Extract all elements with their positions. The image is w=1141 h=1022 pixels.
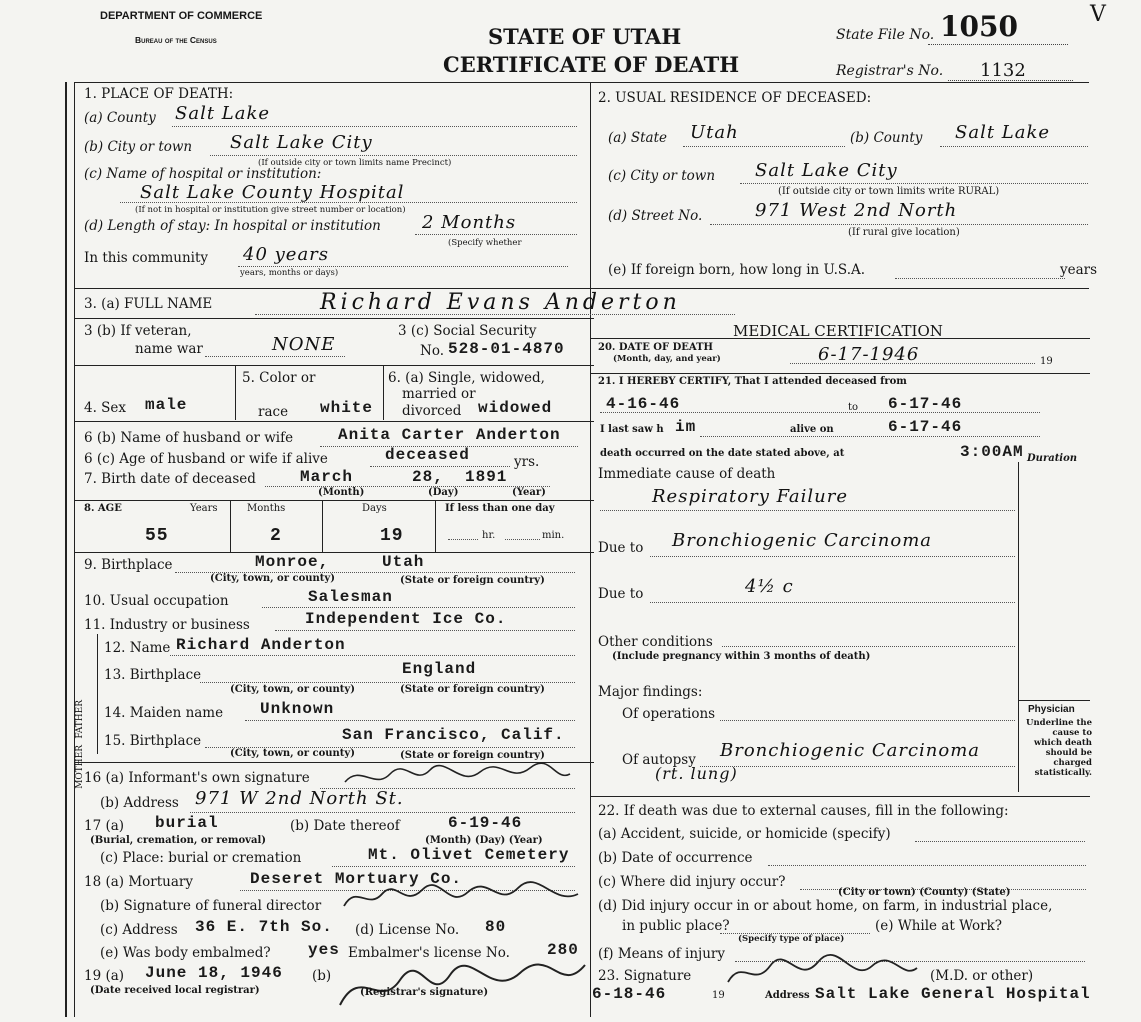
- name-label: 3. (a) FULL NAME: [84, 296, 213, 312]
- occupation-value: Salesman: [308, 588, 393, 606]
- occupation-label: 10. Usual occupation: [84, 593, 229, 609]
- res-street-note: (If rural give location): [848, 227, 960, 238]
- place-city: Salt Lake City: [230, 132, 373, 153]
- place-hospital: Salt Lake County Hospital: [140, 182, 405, 203]
- mother-birth-state-caption: (State or foreign country): [400, 750, 545, 761]
- place-stay-label: (d) Length of stay: In hospital or institution: [84, 218, 381, 234]
- state-file-label: State File No.: [836, 27, 935, 43]
- death-date: 6-17-1946: [818, 344, 920, 365]
- director-label: (b) Signature of funeral director: [100, 898, 322, 914]
- res-foreign-label: (e) If foreign born, how long in U.S.A.: [608, 262, 866, 278]
- spouse-label: 6 (b) Name of husband or wife: [84, 430, 294, 446]
- birthplace-state: Utah: [382, 553, 425, 571]
- death-time: 3:00AM: [960, 443, 1024, 461]
- res-city: Salt Lake City: [755, 160, 898, 181]
- disposal-date-label: (b) Date thereof: [290, 818, 400, 834]
- mother-birth: San Francisco, Calif.: [342, 726, 565, 744]
- external-c-label: (c) Where did injury occur?: [598, 874, 786, 890]
- mother-maiden: Unknown: [260, 700, 335, 718]
- father-side-label: FATHER: [75, 700, 85, 739]
- registrar-signature: [330, 955, 590, 1015]
- disposal-date: 6-19-46: [448, 814, 523, 832]
- external-d-label-2: in public place?: [622, 918, 730, 934]
- immediate-label: Immediate cause of death: [598, 466, 776, 482]
- res-street: 971 West 2nd North: [755, 200, 958, 221]
- res-county: Salt Lake: [955, 122, 1051, 143]
- birth-day-caption: (Day): [428, 487, 459, 498]
- spouse-age: deceased: [385, 446, 470, 464]
- res-city-label: (c) City or town: [608, 168, 716, 184]
- marital-label-1: 6. (a) Single, widowed,: [388, 370, 545, 386]
- alive-label: alive on: [790, 424, 834, 435]
- age-hr-label: hr.: [482, 530, 496, 541]
- immediate-cause: Respiratory Failure: [652, 486, 848, 507]
- registrar-label: Registrar's No.: [836, 63, 944, 79]
- birth-label: 7. Birth date of deceased: [84, 471, 256, 487]
- external-a-label: (a) Accident, suicide, or homicide (specify): [598, 826, 891, 842]
- industry-label: 11. Industry or business: [84, 617, 250, 633]
- department: DEPARTMENT OF COMMERCE: [100, 10, 263, 22]
- res-state-label: (a) State: [608, 130, 668, 146]
- due2-cause: 4½ c: [745, 576, 794, 597]
- age-months: 2: [270, 526, 282, 546]
- due1-cause: Bronchiogenic Carcinoma: [672, 530, 933, 551]
- birth-month-caption: (Month): [318, 487, 365, 498]
- signature-label: 23. Signature: [598, 968, 692, 984]
- attended-to: 6-17-46: [888, 395, 963, 413]
- informant-address: 971 W 2nd North St.: [195, 788, 404, 809]
- ssn-value: 528-01-4870: [448, 340, 565, 358]
- father-birth-city-caption: (City, town, or county): [230, 684, 355, 695]
- veteran-label: 3 (b) If veteran,: [84, 323, 192, 339]
- license-label: (d) License No.: [355, 922, 460, 938]
- ssn-label: 3 (c) Social Security: [398, 323, 537, 339]
- age-lessday-label: If less than one day: [445, 503, 555, 514]
- received-date: June 18, 1946: [145, 964, 283, 982]
- autopsy-finding-2: (rt. lung): [655, 764, 738, 783]
- war-value: NONE: [272, 334, 336, 355]
- informant-sig-label: 16 (a) Informant's own signature: [84, 770, 310, 786]
- burial-place-label: (c) Place: burial or cremation: [100, 850, 302, 866]
- res-foreign-suffix: years: [1060, 262, 1098, 278]
- external-title: 22. If death was due to external causes, fill in the following:: [598, 803, 1009, 819]
- external-f-label: (f) Means of injury: [598, 946, 725, 962]
- spouse-age-unit: yrs.: [514, 454, 540, 470]
- death-date-year: 19: [1040, 356, 1053, 367]
- external-b-label: (b) Date of occurrence: [598, 850, 753, 866]
- external-d-caption: (Specify type of place): [738, 934, 845, 944]
- father-name: Richard Anderton: [176, 636, 346, 654]
- other-note: (Include pregnancy within 3 months of death): [612, 651, 871, 662]
- other-label: Other conditions: [598, 634, 713, 650]
- state-file-no: 1050: [940, 10, 1018, 43]
- state-title: STATE OF UTAH: [488, 24, 682, 49]
- sex-value: male: [145, 396, 188, 414]
- birth-month: March: [300, 468, 354, 486]
- place-community-label: In this community: [84, 250, 209, 266]
- age-months-label: Months: [247, 503, 286, 514]
- lastsaw-value: im: [675, 418, 697, 436]
- marital-label-3: divorced: [402, 403, 462, 419]
- informant-address-label: (b) Address: [100, 795, 179, 811]
- spouse-value: Anita Carter Anderton: [338, 426, 561, 444]
- mortuary-label: 18 (a) Mortuary: [84, 874, 193, 890]
- external-e-label: (e) While at Work?: [875, 918, 1003, 934]
- attended-from: 4-16-46: [606, 395, 681, 413]
- place-hospital-note: (If not in hospital or institution give street number or location): [135, 205, 406, 215]
- received-caption: (Date received local registrar): [90, 985, 260, 996]
- place-city-label: (b) City or town: [84, 139, 193, 155]
- age-years: 55: [145, 526, 169, 546]
- license-value: 80: [485, 918, 507, 936]
- registrar-no: 1132: [980, 60, 1026, 81]
- industry-value: Independent Ice Co.: [305, 610, 507, 628]
- external-c-caption: (City or town) (County) (State): [838, 887, 1011, 898]
- mother-birth-label: 15. Birthplace: [104, 733, 202, 749]
- death-date-caption: (Month, day, and year): [613, 354, 721, 364]
- full-name: Richard Evans Anderton: [320, 290, 681, 315]
- res-state: Utah: [690, 122, 739, 143]
- lastsaw-label: I last saw h: [600, 424, 664, 435]
- disposal-value: burial: [155, 814, 219, 832]
- place-specify-note: (Specify whether: [448, 238, 522, 248]
- alive-value: 6-17-46: [888, 418, 963, 436]
- registrar-sig-caption: (Registrar's signature): [360, 987, 489, 998]
- birth-day: 28,: [412, 468, 444, 486]
- signature-date: 6-18-46: [592, 985, 667, 1003]
- disposal-label: 17 (a): [84, 818, 125, 834]
- age-days: 19: [380, 526, 404, 546]
- signature-year: 19: [712, 990, 725, 1001]
- birthplace-label: 9. Birthplace: [84, 557, 173, 573]
- place-city-note: (If outside city or town limits name Precinct): [258, 158, 452, 168]
- place-hospital-label: (c) Name of hospital or institution:: [84, 166, 322, 182]
- received-label: 19 (a): [84, 968, 125, 984]
- major-label: Major findings:: [598, 684, 703, 700]
- res-county-label: (b) County: [850, 130, 923, 146]
- embalmed-label: (e) Was body embalmed?: [100, 945, 271, 961]
- place-county-label: (a) County: [84, 110, 156, 126]
- physician-address: Salt Lake General Hospital: [815, 985, 1091, 1003]
- attended-to-label: to: [848, 402, 859, 413]
- marital-label-2: married or: [402, 386, 476, 402]
- residence-title: 2. USUAL RESIDENCE OF DECEASED:: [598, 90, 872, 106]
- mortuary-value: Deseret Mortuary Co.: [250, 870, 463, 888]
- age-label: 8. AGE: [84, 503, 122, 514]
- place-stay: 2 Months: [422, 212, 517, 233]
- res-city-note: (If outside city or town limits write RURAL): [778, 186, 1000, 197]
- place-community-note: years, months or days): [240, 268, 339, 278]
- father-birth-label: 13. Birthplace: [104, 667, 202, 683]
- father-name-label: 12. Name: [104, 640, 171, 656]
- director-signature: [338, 880, 588, 914]
- embalmer-value: 280: [547, 941, 579, 959]
- disposal-date-caption: (Month) (Day) (Year): [425, 835, 543, 846]
- operations-label: Of operations: [622, 706, 716, 722]
- md-label: (M.D. or other): [930, 968, 1034, 984]
- autopsy-label: Of autopsy: [622, 752, 696, 768]
- age-years-label: Years: [190, 503, 218, 514]
- mother-birth-city-caption: (City, town, or county): [230, 748, 355, 759]
- duration-label: Duration: [1027, 453, 1078, 464]
- due1-label: Due to: [598, 540, 644, 556]
- embalmer-label: Embalmer's license No.: [348, 945, 510, 961]
- bureau: Bureau of the Census: [135, 35, 217, 45]
- age-min-label: min.: [542, 530, 565, 541]
- sex-label: 4. Sex: [84, 400, 127, 416]
- occurred-label: death occurred on the date stated above, at: [600, 448, 845, 459]
- birthplace-city-caption: (City, town, or county): [210, 573, 335, 584]
- due2-label: Due to: [598, 586, 644, 602]
- corner-mark: V: [1090, 2, 1106, 27]
- war-label: name war: [135, 341, 203, 357]
- birthplace-state-caption: (State or foreign country): [400, 575, 545, 586]
- mother-side-label: MOTHER: [75, 745, 85, 789]
- embalmed-value: yes: [308, 941, 340, 959]
- ssn-no-label: No.: [420, 343, 444, 359]
- cert-title: CERTIFICATE OF DEATH: [443, 52, 740, 77]
- place-county: Salt Lake: [175, 103, 271, 124]
- mother-maiden-label: 14. Maiden name: [104, 705, 224, 721]
- race-label: race: [258, 404, 289, 420]
- birthplace-city: Monroe,: [255, 553, 330, 571]
- race-value: white: [320, 399, 374, 417]
- marital-value: widowed: [478, 399, 553, 417]
- physician-address-label: Address: [765, 990, 810, 1001]
- age-days-label: Days: [362, 503, 387, 514]
- external-d-label: (d) Did injury occur in or about home, on farm, in industrial place,: [598, 898, 1053, 914]
- death-date-label: 20. DATE OF DEATH: [598, 342, 713, 353]
- autopsy-finding: Bronchiogenic Carcinoma: [720, 740, 981, 761]
- color-label: 5. Color or: [242, 370, 316, 386]
- father-birth-state-caption: (State or foreign country): [400, 684, 545, 695]
- father-birth: England: [402, 660, 477, 678]
- birth-year: 1891: [465, 468, 508, 486]
- disposal-caption: (Burial, cremation, or removal): [90, 835, 266, 846]
- mortuary-address-label: (c) Address: [100, 922, 178, 938]
- mortuary-address: 36 E. 7th So.: [195, 918, 333, 936]
- burial-place: Mt. Olivet Cemetery: [368, 846, 570, 864]
- place-title: 1. PLACE OF DEATH:: [84, 86, 234, 102]
- physician-title: Physician: [1028, 704, 1075, 715]
- spouse-age-label: 6 (c) Age of husband or wife if alive: [84, 451, 328, 467]
- place-community: 40 years: [243, 244, 330, 265]
- birth-year-caption: (Year): [512, 487, 546, 498]
- res-street-label: (d) Street No.: [608, 208, 703, 224]
- registrar-sig-label: (b): [312, 968, 332, 984]
- medical-title: MEDICAL CERTIFICATION: [733, 322, 943, 340]
- certify-label: 21. I HEREBY CERTIFY, That I attended deceased from: [598, 376, 907, 387]
- physician-note: Underline the cause to which death should be charged statistically.: [1026, 718, 1092, 778]
